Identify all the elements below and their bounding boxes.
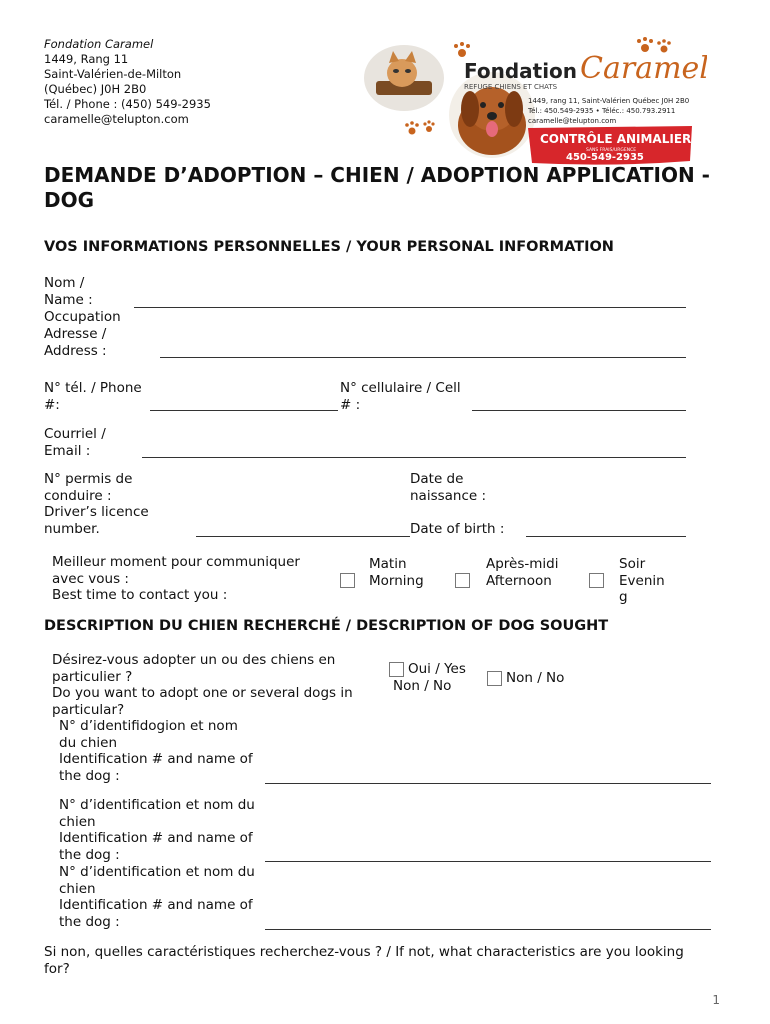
evening-checkbox[interactable]: [589, 573, 604, 588]
dog-id-label-2: N° d’identification et nom du chien Identification # and name of the dog :: [59, 797, 255, 863]
page-number: 1: [712, 993, 720, 1007]
logo-brand-script: Caramel: [580, 51, 707, 86]
org-name: Fondation Caramel: [44, 37, 154, 51]
dog-id-field-1[interactable]: [265, 783, 711, 784]
licence-label: N° permis de conduire : Driver’s licence number.: [44, 471, 149, 537]
address-line: Tél. / Phone : (450) 549-2935: [44, 97, 211, 111]
email-field[interactable]: [142, 457, 686, 458]
address-line: (Québec) J0H 2B0: [44, 82, 147, 96]
address-field[interactable]: [160, 357, 686, 358]
logo-brand-word: Fondation: [464, 59, 578, 83]
evening-label: Soir Evenin g: [619, 556, 665, 605]
afternoon-checkbox[interactable]: [455, 573, 470, 588]
logo-address: 1449, rang 11, Saint-Valérien Québec J0H 2B0: [528, 97, 690, 105]
dog-id-label-1: N° d’identifidogion et nom du chien Identification # and name of the dog :: [59, 718, 253, 784]
logo-email: caramelle@telupton.com: [528, 117, 617, 125]
address-line: caramelle@telupton.com: [44, 112, 189, 126]
address-line: 1449, Rang 11: [44, 52, 129, 66]
dog-id-field-2[interactable]: [265, 861, 711, 862]
name-field[interactable]: [134, 307, 686, 308]
contact-time-question: Meilleur moment pour communiquer avec vous : Best time to contact you :: [52, 554, 300, 603]
banner-title: CONTRÔLE ANIMALIER: [540, 132, 692, 146]
page-title: DEMANDE D’ADOPTION – CHIEN / ADOPTION APPLICATION - DOG: [44, 163, 710, 212]
fondation-caramel-logo: [362, 33, 707, 168]
specific-dog-question: Désirez-vous adopter un ou des chiens en particulier ? Do you want to adopt one or several dogs in particular?: [52, 652, 353, 718]
org-address-block: [44, 37, 211, 127]
dob-field[interactable]: [526, 536, 686, 537]
banner-subtitle: SANS FRAIS/URGENCE: [586, 148, 637, 153]
cell-field[interactable]: [472, 410, 686, 411]
dob-label-fr: Date de naissance :: [410, 471, 487, 504]
dog-id-field-3[interactable]: [265, 929, 711, 930]
morning-label: Matin Morning: [369, 556, 424, 589]
characteristics-question: Si non, quelles caractéristiques recherchez-vous ? / If not, what characteristics are you looking for?: [44, 944, 684, 977]
afternoon-label: Après-midi Afternoon: [486, 556, 559, 589]
no-label: Non / No: [506, 670, 565, 686]
cat-photo-icon: [364, 45, 444, 111]
no-checkbox[interactable]: [487, 671, 502, 686]
licence-field[interactable]: [196, 536, 410, 537]
morning-checkbox[interactable]: [340, 573, 355, 588]
section-heading-personal-info: VOS INFORMATIONS PERSONNELLES / YOUR PERSONAL INFORMATION: [44, 239, 614, 255]
banner-phone: 450-549-2935: [566, 152, 644, 163]
email-label: Courriel / Email :: [44, 426, 106, 459]
cell-label: N° cellulaire / Cell # :: [340, 380, 461, 413]
dob-label-en: Date of birth :: [410, 521, 505, 537]
address-line: Saint-Valérien-de-Milton: [44, 67, 182, 81]
name-label: Nom / Name :: [44, 275, 93, 308]
address-label: Adresse / Address :: [44, 326, 107, 359]
section-heading-dog-sought: DESCRIPTION DU CHIEN RECHERCHÉ / DESCRIPTION OF DOG SOUGHT: [44, 618, 609, 634]
phone-field[interactable]: [150, 410, 338, 411]
yes-label: Oui / Yes Non / No: [393, 661, 466, 694]
dog-id-label-3: N° d’identification et nom du chien Identification # and name of the dog :: [59, 864, 255, 930]
phone-label: N° tél. / Phone #:: [44, 380, 142, 413]
logo-tagline: REFUGE CHIENS ET CHATS: [464, 83, 558, 91]
occupation-label: Occupation: [44, 309, 121, 325]
logo-phones: Tél.: 450.549-2935 • Téléc.: 450.793.2911: [528, 107, 676, 115]
